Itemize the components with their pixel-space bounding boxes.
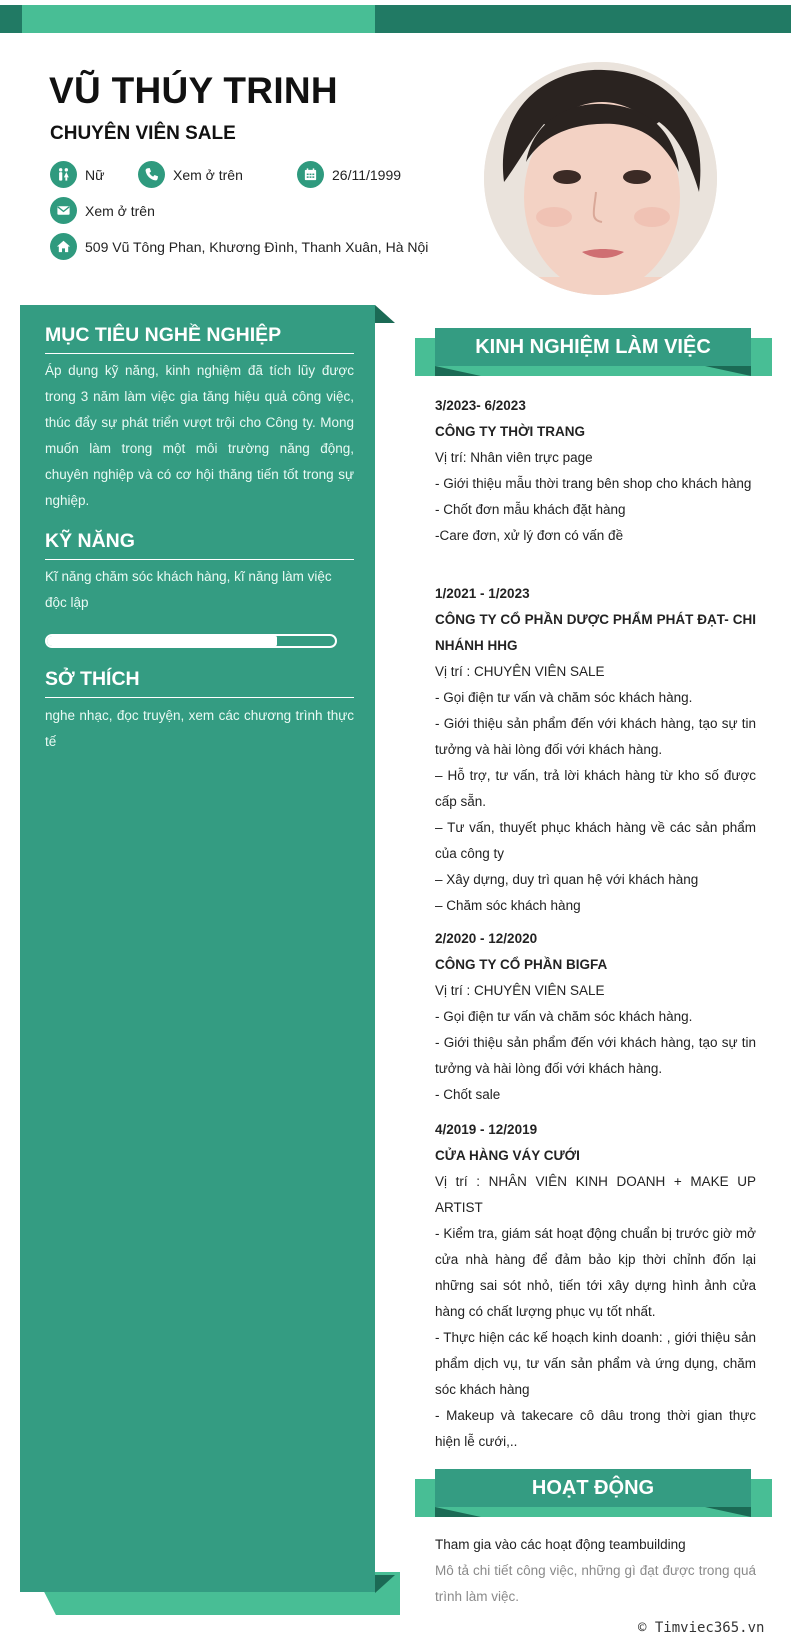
hobbies-text: nghe nhạc, đọc truyện, xem các chương trình thực tế (45, 708, 354, 749)
job-line: – Tư vấn, thuyết phục khách hàng về các sản phẩm của công ty (435, 820, 756, 861)
activity-description: Mô tả chi tiết công việc, những gì đạt được trong quá trình làm việc. (435, 1563, 756, 1604)
skills-text: Kĩ năng chăm sóc khách hàng, kĩ năng làm việc độc lập (45, 569, 332, 610)
objective-heading: MỤC TIÊU NGHỀ NGHIỆP (45, 324, 354, 354)
activities-ribbon (415, 1469, 772, 1517)
job-date: 2/2020 - 12/2020 (435, 931, 538, 946)
job-date: 3/2023- 6/2023 (435, 398, 526, 413)
hobbies-heading: SỞ THÍCH (45, 668, 354, 698)
home-icon (50, 233, 77, 260)
top-bar-accent (22, 5, 375, 33)
profile-photo (484, 62, 717, 295)
experience-ribbon (415, 328, 772, 376)
job-line: Vị trí: Nhân viên trực page (435, 450, 593, 465)
job-company: CÔNG TY CỔ PHẦN BIGFA (435, 957, 608, 972)
job-line: -Care đơn, xử lý đơn có vấn đề (435, 528, 624, 543)
birthday-text: 26/11/1999 (332, 166, 402, 183)
activities-heading: HOẠT ĐỘNG (435, 1469, 751, 1507)
job-line: Vị trí : CHUYÊN VIÊN SALE (435, 664, 605, 679)
experience-heading: KINH NGHIỆM LÀM VIỆC (435, 328, 751, 366)
job-date: 1/2021 - 1/2023 (435, 586, 530, 601)
job-entry (435, 1117, 756, 1455)
job-line: - Chốt đơn mẫu khách đặt hàng (435, 502, 626, 517)
job-entry (435, 926, 756, 1108)
gender-icon (50, 161, 77, 188)
job-line: - Gọi điện tư vấn và chăm sóc khách hàng. (435, 1009, 693, 1024)
email-text: Xem ở trên (85, 202, 155, 219)
email-info (50, 197, 155, 224)
phone-icon (138, 161, 165, 188)
job-date: 4/2019 - 12/2019 (435, 1122, 538, 1137)
job-line: – Hỗ trợ, tư vấn, trả lời khách hàng từ kho số được cấp sẵn. (435, 768, 756, 809)
calendar-icon (297, 161, 324, 188)
job-line: - Giới thiệu mẫu thời trang bên shop cho khách hàng (435, 476, 752, 491)
email-icon (50, 197, 77, 224)
job-company: CỬA HÀNG VÁY CƯỚI (435, 1148, 580, 1163)
job-line: - Gọi điện tư vấn và chăm sóc khách hàng. (435, 690, 693, 705)
left-panel-fold-top (375, 305, 395, 323)
skill-level-bar (45, 634, 337, 648)
gender-info (50, 161, 104, 188)
job-title: CHUYÊN VIÊN SALE (50, 123, 236, 144)
activity-entry (435, 1532, 756, 1610)
objective-text: Áp dụng kỹ năng, kinh nghiệm đã tích lũy được trong 3 năm làm việc gia tăng hiệu quả công việc, thúc đẩy sự phát triển vượt trội cho Công ty. Mong muốn làm trong một môi trường năng động, chuyên nghiệp và có cơ hội thăng tiến tốt trong sự nghiệp. (45, 363, 354, 508)
address-text: 509 Vũ Tông Phan, Khương Đình, Thanh Xuân, Hà Nội (85, 238, 429, 255)
gender-text: Nữ (85, 166, 105, 183)
phone-info (138, 161, 243, 188)
job-entry (435, 581, 756, 919)
job-line: - Giới thiệu sản phẩm đến với khách hàng, tạo sự tin tưởng và hài lòng đối với khách hàng. (435, 716, 756, 757)
job-line: - Chốt sale (435, 1087, 501, 1102)
candidate-name: VŨ THÚY TRINH (49, 70, 338, 111)
job-company: CÔNG TY CỔ PHẦN DƯỢC PHẨM PHÁT ĐẠT- CHI NHÁNH HHG (435, 612, 756, 653)
activity-title: Tham gia vào các hoạt động teambuilding (435, 1537, 686, 1552)
job-line: – Xây dựng, duy trì quan hệ với khách hàng (435, 872, 699, 887)
job-line: Vị trí : NHÂN VIÊN KINH DOANH + MAKE UP ARTIST (435, 1174, 756, 1215)
job-line: - Makeup và takecare cô dâu trong thời gian thực hiện lễ cưới,.. (435, 1408, 756, 1449)
address-info (50, 233, 428, 260)
birthday-info (297, 161, 401, 188)
job-line: - Giới thiệu sản phẩm đến với khách hàng, tạo sự tin tưởng và hài lòng đối với khách hàng. (435, 1035, 756, 1076)
skills-heading: KỸ NĂNG (45, 530, 354, 560)
watermark: © Timviec365.vn (638, 1620, 765, 1636)
job-entry (435, 393, 756, 549)
job-line: – Chăm sóc khách hàng (435, 898, 581, 913)
job-line: - Kiểm tra, giám sát hoạt động chuẩn bị trước giờ mở cửa nhà hàng để đảm bảo kịp thời chỉnh đốn lại những sai sót nhỏ, tiến tới xây dựng hình ảnh cửa hàng có chất lượng phục vụ tốt nhất. (435, 1226, 756, 1319)
phone-text: Xem ở trên (173, 166, 243, 183)
job-line: Vị trí : CHUYÊN VIÊN SALE (435, 983, 605, 998)
skill-level-fill (47, 636, 277, 646)
job-company: CÔNG TY THỜI TRANG (435, 424, 586, 439)
job-line: - Thực hiện các kế hoạch kinh doanh: , giới thiệu sản phẩm dịch vụ, tư vấn sản phẩm và ứng dụng, chăm sóc khách hàng (435, 1330, 756, 1397)
